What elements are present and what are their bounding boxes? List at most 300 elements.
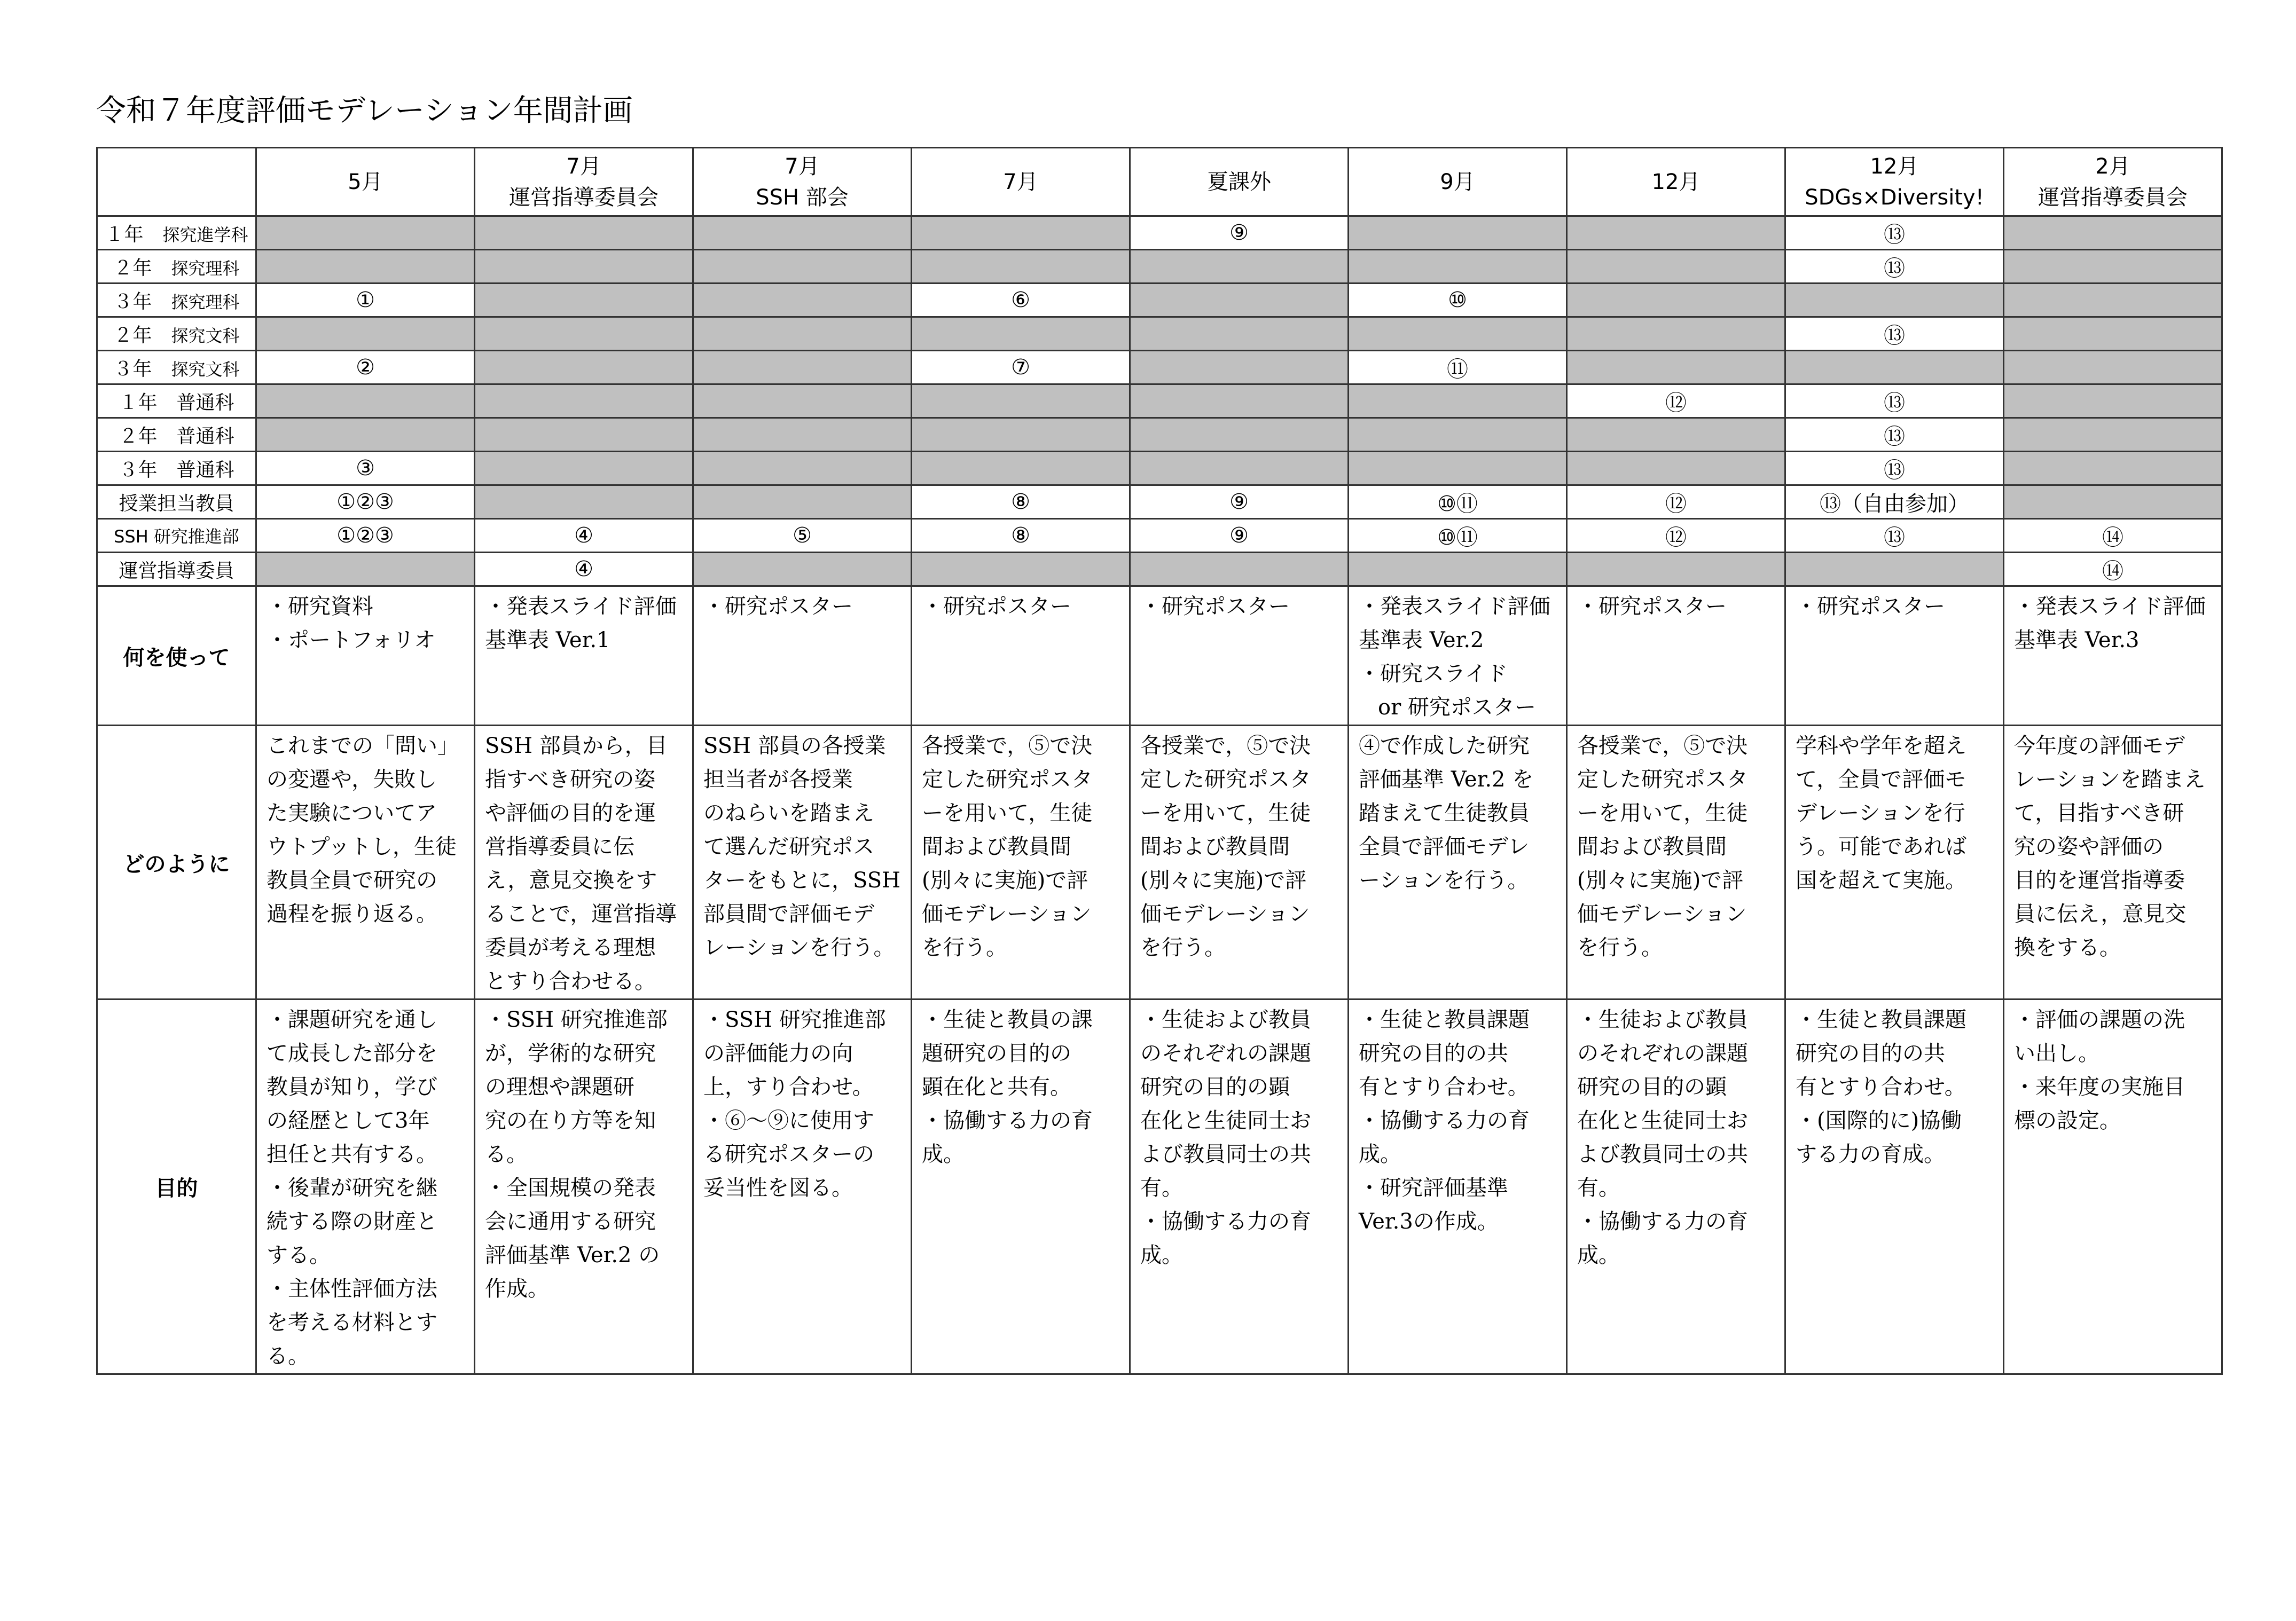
cell-text-line: 価モデレーション xyxy=(922,902,1092,926)
schedule-cell xyxy=(1785,284,2004,317)
schedule-cell xyxy=(256,250,475,284)
schedule-cell xyxy=(1567,418,1785,452)
table-row xyxy=(97,384,2222,418)
schedule-cell xyxy=(2004,250,2222,284)
cell-text-line: 過程を振り返る。 xyxy=(267,902,437,926)
cell-text-line: て選んだ研究ポス xyxy=(703,835,874,859)
cell-text-line: ・協働する力の育 xyxy=(922,1108,1093,1133)
schedule-cell: ⑥ xyxy=(912,284,1130,317)
schedule-cell: ③ xyxy=(256,452,475,485)
schedule-cell xyxy=(475,485,693,519)
cell-text-line: て成長した部分を xyxy=(267,1041,437,1066)
cell-text-line: ・研究ポスター xyxy=(1577,594,1727,619)
schedule-cell xyxy=(1130,317,1349,351)
schedule-cell xyxy=(256,317,475,351)
schedule-cell xyxy=(256,384,475,418)
schedule-cell: ⑬ xyxy=(1785,317,2004,351)
schedule-cell xyxy=(693,452,912,485)
schedule-cell xyxy=(912,452,1130,485)
schedule-cell xyxy=(2004,284,2222,317)
cell-text-line: する。 xyxy=(267,1243,331,1268)
cell-text-line: え，意見交換をす xyxy=(485,868,657,893)
cell-text-line: 題研究の目的の xyxy=(922,1041,1071,1066)
row-label-main: 運営指導委員 xyxy=(119,560,234,582)
cell-text-line: 研究の目的の顕 xyxy=(1577,1075,1727,1099)
cell-text-line: 評価基準 Ver.2 を xyxy=(1359,767,1534,792)
schedule-cell xyxy=(475,452,693,485)
schedule-cell xyxy=(1349,553,1567,586)
cell-text-line: 各授業で，⑤で決 xyxy=(1140,734,1311,758)
cell-text-line: ることで，運営指導 xyxy=(485,902,677,926)
section-cell xyxy=(2004,586,2222,726)
row-label-main: ２年 xyxy=(113,257,152,279)
cell-text-line: 定した研究ポスタ xyxy=(1140,767,1311,792)
row-label xyxy=(97,250,256,284)
cell-text-line: 各授業で，⑤で決 xyxy=(1577,734,1748,758)
schedule-cell xyxy=(1567,553,1785,586)
table-row xyxy=(97,553,2222,586)
cell-text-line: ・研究評価基準 xyxy=(1359,1176,1508,1200)
row-label xyxy=(97,553,256,586)
section-cell xyxy=(1130,586,1349,726)
cell-text-line: 員に伝え，意見交 xyxy=(2014,902,2187,926)
month-header xyxy=(1349,148,1567,216)
schedule-cell xyxy=(256,418,475,452)
section-cell xyxy=(475,586,693,726)
schedule-cell: ④ xyxy=(475,519,693,553)
section-cell xyxy=(1785,1000,2004,1374)
schedule-cell: ⑬ xyxy=(1785,250,2004,284)
cell-text-line: 在化と生徒同士お xyxy=(1140,1108,1311,1133)
row-label-sub: 探究文科 xyxy=(171,359,240,380)
cell-text-line: ・研究スライド xyxy=(1359,662,1508,686)
month-header xyxy=(1567,148,1785,216)
cell-text-line: 国を超えて実施。 xyxy=(1796,868,1966,893)
cell-text-line: のそれぞれの課題 xyxy=(1577,1041,1748,1066)
cell-text-line: 究の姿や評価の xyxy=(2014,835,2164,859)
schedule-cell: ⑬ xyxy=(1785,452,2004,485)
schedule-cell: ⑫ xyxy=(1567,384,1785,418)
cell-text-line: (別々に実施)で評 xyxy=(1140,868,1307,893)
section-cell xyxy=(1130,1000,1349,1374)
schedule-cell xyxy=(256,216,475,250)
month-header-bottom: 運営指導委員会 xyxy=(2038,185,2188,210)
schedule-cell xyxy=(2004,317,2222,351)
cell-text-line: ・生徒と教員課題 xyxy=(1359,1008,1530,1032)
row-label xyxy=(97,485,256,519)
section-cell xyxy=(1567,1000,1785,1374)
cell-text-line: レーションを踏まえ xyxy=(2014,767,2206,792)
schedule-cell: ⑭ xyxy=(2004,519,2222,553)
row-label xyxy=(97,317,256,351)
cell-text-line: を考える材料とす xyxy=(267,1310,437,1335)
section-cell xyxy=(1567,726,1785,1000)
schedule-cell xyxy=(1130,250,1349,284)
cell-text-line: ・課題研究を通し xyxy=(267,1008,437,1032)
cell-text-line: の経歴として3年 xyxy=(267,1108,430,1133)
schedule-cell xyxy=(475,216,693,250)
cell-text-line: 目的を運営指導委 xyxy=(2014,868,2185,893)
cell-text-line: 成。 xyxy=(922,1142,965,1167)
schedule-cell: ⑫ xyxy=(1567,485,1785,519)
section-cell xyxy=(475,1000,693,1374)
schedule-cell xyxy=(693,553,912,586)
cell-text-line: ・協働する力の育 xyxy=(1359,1108,1530,1133)
schedule-cell: ⑫ xyxy=(1567,519,1785,553)
cell-text-line: デレーションを行 xyxy=(1796,801,1965,825)
month-header-bottom: 夏課外 xyxy=(1207,169,1271,194)
cell-text-line: が，学術的な研究 xyxy=(485,1041,656,1066)
cell-text-line: ・発表スライド評価 xyxy=(1359,594,1550,619)
cell-text-line: ④で作成した研究 xyxy=(1359,734,1530,758)
plan-table xyxy=(96,147,2223,1375)
cell-text-line: 間および教員間 xyxy=(1577,835,1727,859)
cell-text-line: 定した研究ポスタ xyxy=(922,767,1093,792)
schedule-cell xyxy=(912,553,1130,586)
cell-text-line: 価モデレーション xyxy=(1577,902,1747,926)
section-cell xyxy=(912,586,1130,726)
cell-text-line: る。 xyxy=(485,1142,528,1167)
cell-text-line: 評価基準 Ver.2 の xyxy=(485,1243,660,1268)
schedule-cell xyxy=(912,250,1130,284)
cell-text-line: ・生徒と教員の課 xyxy=(922,1008,1093,1032)
schedule-cell xyxy=(1567,284,1785,317)
schedule-cell xyxy=(1349,216,1567,250)
schedule-cell xyxy=(1130,384,1349,418)
schedule-cell xyxy=(2004,384,2222,418)
cell-text-line: の変遷や，失敗し xyxy=(267,767,437,792)
cell-text-line: 部員間で評価モデ xyxy=(703,902,874,926)
schedule-cell: ⑨ xyxy=(1130,519,1349,553)
schedule-cell xyxy=(475,384,693,418)
schedule-cell xyxy=(475,418,693,452)
month-header xyxy=(1130,148,1349,216)
schedule-cell xyxy=(1567,317,1785,351)
schedule-cell xyxy=(1349,317,1567,351)
schedule-cell xyxy=(1567,250,1785,284)
month-header-top: 2月 xyxy=(2095,154,2130,179)
row-label-main: ３年 普通科 xyxy=(119,459,234,481)
schedule-cell xyxy=(1567,351,1785,384)
section-cell xyxy=(912,1000,1130,1374)
section-row-purpose xyxy=(97,1000,2222,1374)
cell-text-line: ・発表スライド評価 xyxy=(485,594,677,619)
cell-text-line: 成。 xyxy=(1140,1243,1183,1268)
section-cell xyxy=(693,1000,912,1374)
cell-text-line: ・生徒および教員 xyxy=(1140,1008,1311,1032)
schedule-cell xyxy=(1349,250,1567,284)
cell-text-line: 究の在り方等を知 xyxy=(485,1108,656,1133)
cell-text-line: (別々に実施)で評 xyxy=(922,868,1088,893)
cell-text-line: ・SSH 研究推進部 xyxy=(703,1008,886,1032)
page-title: 令和７年度評価モデレーション年間計画 xyxy=(96,93,633,128)
cell-text-line: 基準表 Ver.3 xyxy=(2014,628,2140,652)
month-header-bottom: SSH 部会 xyxy=(756,185,849,210)
schedule-cell: ①②③ xyxy=(256,519,475,553)
schedule-cell xyxy=(693,418,912,452)
cell-text-line: 会に通用する研究 xyxy=(485,1209,656,1234)
month-header-bottom: 5月 xyxy=(348,169,383,194)
schedule-cell xyxy=(693,485,912,519)
section-cell xyxy=(2004,726,2222,1000)
cell-text-line: 間および教員間 xyxy=(1140,835,1290,859)
cell-text-line: 教員全員で研究の xyxy=(267,868,437,893)
section-cell xyxy=(1349,586,1567,726)
month-header xyxy=(2004,148,2222,216)
cell-text-line: ・研究ポスター xyxy=(1140,594,1290,619)
cell-text-line: 研究の目的の顕 xyxy=(1140,1075,1290,1099)
table-row xyxy=(97,452,2222,485)
cell-text-line: 定した研究ポスタ xyxy=(1577,767,1748,792)
row-label xyxy=(97,418,256,452)
cell-text-line: 間および教員間 xyxy=(922,835,1071,859)
cell-text-line: 成。 xyxy=(1359,1142,1401,1167)
cell-text-line: 基準表 Ver.1 xyxy=(485,628,610,652)
cell-text-line: や評価の目的を運 xyxy=(485,801,656,825)
cell-text-line: ーを用いて，生徒 xyxy=(1140,801,1311,825)
section-cell xyxy=(256,586,475,726)
cell-text-line: ・後輩が研究を継 xyxy=(267,1176,437,1200)
cell-text-line: よび教員同士の共 xyxy=(1140,1142,1311,1167)
cell-text-line: ・生徒および教員 xyxy=(1577,1008,1748,1032)
schedule-cell xyxy=(693,351,912,384)
month-header-top: 7月 xyxy=(566,154,601,179)
schedule-cell: ⑩ xyxy=(1349,284,1567,317)
section-body xyxy=(97,586,2222,1374)
schedule-cell: ⑬ xyxy=(1785,384,2004,418)
schedule-cell: ⑬ xyxy=(1785,519,2004,553)
schedule-cell: ⑧ xyxy=(912,485,1130,519)
cell-text-line: ・主体性評価方法 xyxy=(267,1277,437,1301)
cell-text-line: ・研究資料 xyxy=(267,594,373,619)
row-label-sub: 探究進学科 xyxy=(162,224,248,245)
row-label xyxy=(97,216,256,250)
cell-text-line: ウトプットし，生徒 xyxy=(267,835,457,859)
cell-text-line: 在化と生徒同士お xyxy=(1577,1108,1748,1133)
cell-text-line: ・協働する力の育 xyxy=(1577,1209,1748,1234)
table-row xyxy=(97,351,2222,384)
cell-text-line: る研究ポスターの xyxy=(703,1142,874,1167)
cell-text-line: ・協働する力の育 xyxy=(1140,1209,1311,1234)
cell-text-line: て，目指すべき研 xyxy=(2014,801,2184,825)
table-row xyxy=(97,216,2222,250)
cell-text-line: ーを用いて，生徒 xyxy=(1577,801,1748,825)
table-row xyxy=(97,418,2222,452)
header-row xyxy=(97,148,2222,216)
schedule-cell xyxy=(2004,452,2222,485)
schedule-cell xyxy=(2004,485,2222,519)
row-label-sub: SSH 研究推進部 xyxy=(114,526,239,547)
cell-text-line: 標の設定。 xyxy=(2014,1108,2121,1133)
schedule-cell: ⑦ xyxy=(912,351,1130,384)
cell-text-line: 有。 xyxy=(1577,1176,1620,1200)
schedule-cell: ② xyxy=(256,351,475,384)
cell-text-line: 踏まえて生徒教員 xyxy=(1359,801,1530,825)
cell-text-line: た実験についてア xyxy=(267,801,437,825)
schedule-cell xyxy=(2004,418,2222,452)
cell-text-line: ・生徒と教員課題 xyxy=(1796,1008,1966,1032)
row-label xyxy=(97,452,256,485)
schedule-cell xyxy=(475,351,693,384)
month-header-bottom: SDGs×Diversity! xyxy=(1805,185,1984,210)
schedule-cell xyxy=(1130,553,1349,586)
row-label xyxy=(97,519,256,553)
schedule-cell xyxy=(1130,284,1349,317)
cell-text-line: い出し。 xyxy=(2014,1041,2099,1066)
cell-text-line: 担任と共有する。 xyxy=(267,1142,437,1167)
cell-text-line: 指すべき研究の姿 xyxy=(485,767,656,792)
table-row xyxy=(97,317,2222,351)
table-row xyxy=(97,519,2222,553)
row-label xyxy=(97,284,256,317)
cell-text-line: ・⑥～⑨に使用す xyxy=(703,1108,874,1133)
cell-text-line: の理想や課題研 xyxy=(485,1075,634,1099)
schedule-cell xyxy=(1349,384,1567,418)
cell-text-line: を行う。 xyxy=(922,935,1007,960)
month-header xyxy=(693,148,912,216)
section-row-method xyxy=(97,726,2222,1000)
row-label xyxy=(97,351,256,384)
schedule-cell xyxy=(912,317,1130,351)
row-label-main: ３年 xyxy=(113,290,152,313)
schedule-cell: ① xyxy=(256,284,475,317)
month-header-bottom: 12月 xyxy=(1651,169,1701,194)
cell-text-line: のそれぞれの課題 xyxy=(1140,1041,1311,1066)
row-label xyxy=(97,384,256,418)
schedule-cell: ⑬ xyxy=(1785,216,2004,250)
row-label-sub: 探究理科 xyxy=(171,292,240,312)
cell-text-line: の評価能力の向 xyxy=(703,1041,853,1066)
section-cell xyxy=(256,726,475,1000)
cell-text-line: 営指導委員に伝 xyxy=(485,835,634,859)
section-cell xyxy=(1130,726,1349,1000)
schedule-cell xyxy=(2004,216,2222,250)
row-label-main: １年 普通科 xyxy=(119,391,234,414)
cell-text-line: とすり合わせる。 xyxy=(485,969,656,994)
cell-text-line: これまでの「問い」 xyxy=(267,734,459,758)
cell-text-line: 基準表 Ver.2 xyxy=(1359,628,1484,652)
schedule-cell xyxy=(1130,452,1349,485)
cell-text-line: ・来年度の実施目 xyxy=(2014,1075,2185,1099)
cell-text-line: ・SSH 研究推進部 xyxy=(485,1008,668,1032)
cell-text-line: ・研究ポスター xyxy=(922,594,1071,619)
schedule-cell xyxy=(2004,351,2222,384)
section-cell xyxy=(256,1000,475,1374)
cell-text-line: 有とすり合わせ。 xyxy=(1796,1075,1966,1099)
row-label-main: ２年 普通科 xyxy=(119,425,234,447)
schedule-cell: ⑨ xyxy=(1130,485,1349,519)
section-cell xyxy=(912,726,1130,1000)
month-header-bottom: 運営指導委員会 xyxy=(509,185,659,210)
schedule-cell: ⑧ xyxy=(912,519,1130,553)
schedule-cell xyxy=(256,553,475,586)
grid-body xyxy=(97,216,2222,586)
schedule-cell: ⑨ xyxy=(1130,216,1349,250)
row-label-sub: 探究理科 xyxy=(171,258,240,279)
cell-text-line: 換をする。 xyxy=(2014,935,2121,960)
schedule-cell xyxy=(1130,418,1349,452)
schedule-cell xyxy=(1130,351,1349,384)
cell-text-line: ーションを行う。 xyxy=(1359,868,1529,893)
table-row xyxy=(97,250,2222,284)
table-row xyxy=(97,284,2222,317)
cell-text-line: ・全国規模の発表 xyxy=(485,1176,656,1200)
month-header xyxy=(475,148,693,216)
schedule-cell: ①②③ xyxy=(256,485,475,519)
cell-text-line: 担当者が各授業 xyxy=(703,767,853,792)
cell-text-line: 有。 xyxy=(1140,1176,1183,1200)
cell-text-line: 今年度の評価モデ xyxy=(2014,734,2185,758)
schedule-cell xyxy=(1349,452,1567,485)
section-cell xyxy=(1349,1000,1567,1374)
cell-text-line: 委員が考える理想 xyxy=(485,935,656,960)
schedule-cell xyxy=(1349,418,1567,452)
schedule-cell: ⑬（自由参加） xyxy=(1785,485,2004,519)
cell-text-line: 学科や学年を超え xyxy=(1796,734,1966,758)
section-label: 何を使って xyxy=(97,586,256,726)
cell-text-line: 各授業で，⑤で決 xyxy=(922,734,1093,758)
section-cell xyxy=(1785,586,2004,726)
section-cell xyxy=(475,726,693,1000)
section-row-tools xyxy=(97,586,2222,726)
section-cell xyxy=(693,726,912,1000)
cell-text-line: 研究の目的の共 xyxy=(1796,1041,1945,1066)
row-label-main: ２年 xyxy=(113,324,152,347)
schedule-cell: ⑤ xyxy=(693,519,912,553)
cell-text-line: ・評価の課題の洗 xyxy=(2014,1008,2185,1032)
month-header xyxy=(1785,148,2004,216)
section-cell xyxy=(1785,726,2004,1000)
month-header xyxy=(912,148,1130,216)
cell-text-line: を行う。 xyxy=(1577,935,1663,960)
section-cell xyxy=(1567,586,1785,726)
cell-text-line: ーを用いて，生徒 xyxy=(922,801,1093,825)
schedule-cell xyxy=(693,384,912,418)
row-label-main: 授業担当教員 xyxy=(119,492,234,515)
cell-text-line: ・(国際的に)協働 xyxy=(1796,1108,1962,1133)
cell-text-line: ターをもとに，SSH xyxy=(703,868,900,893)
cell-text-line: を行う。 xyxy=(1140,935,1226,960)
schedule-cell: ⑩⑪ xyxy=(1349,519,1567,553)
section-cell xyxy=(1349,726,1567,1000)
section-label: どのように xyxy=(97,726,256,1000)
cell-text-line: 上，すり合わせ。 xyxy=(703,1075,874,1099)
schedule-cell xyxy=(912,384,1130,418)
schedule-cell xyxy=(912,418,1130,452)
cell-text-line: Ver.3の作成。 xyxy=(1359,1209,1499,1234)
schedule-cell xyxy=(1785,553,2004,586)
schedule-cell xyxy=(1785,351,2004,384)
row-label-sub: 探究文科 xyxy=(171,325,240,346)
cell-text-line: ・発表スライド評価 xyxy=(2014,594,2206,619)
cell-text-line: よび教員同士の共 xyxy=(1577,1142,1748,1167)
section-cell xyxy=(2004,1000,2222,1374)
corner-cell xyxy=(97,148,256,216)
schedule-cell xyxy=(1567,216,1785,250)
cell-text-line: 妥当性を図る。 xyxy=(703,1176,853,1200)
cell-text-line: SSH 部員の各授業 xyxy=(703,734,886,758)
schedule-cell: ④ xyxy=(475,553,693,586)
row-label-main: １年 xyxy=(105,223,144,246)
cell-text-line: 作成。 xyxy=(485,1277,549,1301)
cell-text-line: 有とすり合わせ。 xyxy=(1359,1075,1529,1099)
cell-text-line: ・ポートフォリオ xyxy=(267,628,436,652)
schedule-cell xyxy=(475,284,693,317)
schedule-cell: ⑭ xyxy=(2004,553,2222,586)
cell-text-line: 顕在化と共有。 xyxy=(922,1075,1071,1099)
table-row xyxy=(97,485,2222,519)
cell-text-line: 価モデレーション xyxy=(1140,902,1310,926)
